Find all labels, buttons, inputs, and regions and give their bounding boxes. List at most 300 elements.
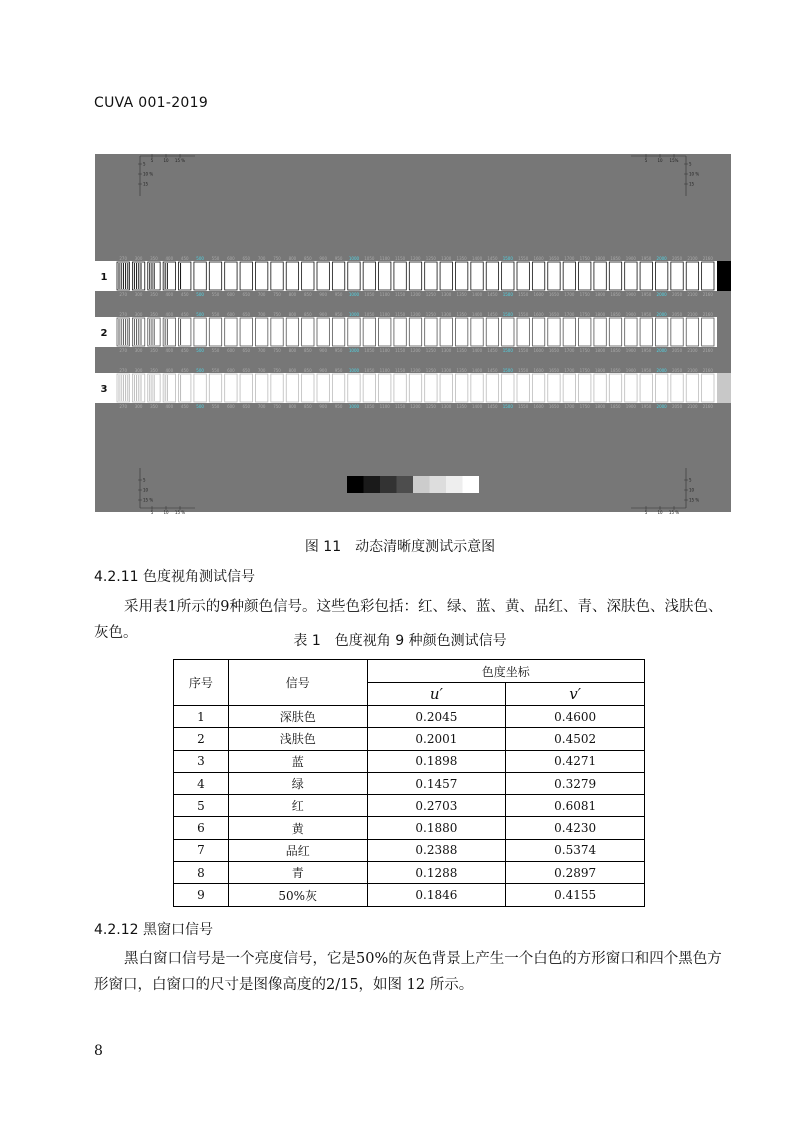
cell-v: 0.4155 (506, 884, 645, 906)
freq-label-top: 700 (257, 312, 266, 317)
freq-label-top: 1450 (487, 312, 498, 317)
header-chroma-coord: 色度坐标 (367, 660, 644, 683)
resolution-patch (502, 318, 514, 346)
freq-label-bottom: 1650 (548, 292, 560, 297)
freq-label-bottom: 900 (319, 404, 328, 409)
table-row (174, 750, 645, 772)
freq-label-top: 550 (211, 256, 220, 261)
freq-label-bottom: 1150 (395, 348, 406, 353)
freq-label-bottom: 800 (288, 292, 297, 297)
freq-label-bottom: 1300 (441, 348, 452, 353)
cell-v: 0.3279 (506, 772, 645, 794)
resolution-patch (517, 374, 529, 402)
cell-seq: 3 (174, 750, 229, 772)
freq-label-top: 2000 (656, 368, 667, 373)
table-row (174, 706, 645, 728)
freq-label-top: 850 (303, 368, 312, 373)
corner-mark-label: 5 (150, 158, 154, 163)
freq-label-bottom: 1800 (595, 404, 606, 409)
freq-label-top: 1900 (625, 368, 636, 373)
table-row (174, 728, 645, 750)
resolution-patch (455, 374, 467, 402)
grayscale-step (364, 476, 381, 493)
freq-label-bottom: 550 (211, 404, 220, 409)
corner-mark-label: 10 (657, 510, 663, 515)
cell-v: 0.4230 (506, 817, 645, 839)
freq-label-bottom: 450 (180, 348, 189, 353)
freq-label-bottom: 1950 (641, 348, 652, 353)
freq-label-bottom: 1350 (456, 404, 467, 409)
resolution-patch (425, 318, 437, 346)
freq-label-top: 1600 (533, 368, 544, 373)
freq-label-bottom: 1600 (533, 404, 544, 409)
freq-label-bottom: 700 (257, 292, 266, 297)
resolution-patch (209, 374, 221, 402)
cell-v: 0.4502 (506, 728, 645, 750)
cell-u: 0.1898 (367, 750, 506, 772)
freq-label-bottom: 600 (227, 348, 235, 353)
freq-label-top: 1550 (518, 256, 529, 261)
corner-mark-label: 5 (143, 477, 146, 483)
resolution-patch (194, 318, 206, 346)
resolution-patch (440, 262, 452, 290)
freq-label-bottom: 300 (134, 292, 143, 297)
grayscale-step (463, 476, 480, 493)
freq-label-bottom: 500 (196, 348, 204, 353)
freq-label-top: 1300 (441, 312, 452, 317)
freq-label-bottom: 2050 (671, 348, 683, 353)
resolution-patch (225, 374, 237, 402)
freq-label-bottom: 1400 (471, 292, 483, 297)
freq-label-top: 1650 (548, 256, 560, 261)
freq-label-bottom: 300 (134, 348, 143, 353)
freq-label-top: 2160 (702, 256, 713, 261)
resolution-patch (348, 318, 360, 346)
freq-label-bottom: 270 (119, 348, 128, 353)
resolution-patch (563, 318, 575, 346)
freq-label-top: 1750 (579, 368, 590, 373)
resolution-patch (502, 374, 514, 402)
freq-label-top: 1350 (456, 312, 467, 317)
freq-label-top: 1900 (625, 256, 636, 261)
freq-label-top: 1800 (595, 368, 606, 373)
resolution-patch (409, 374, 421, 402)
resolution-patch (594, 318, 606, 346)
freq-label-top: 1600 (533, 256, 544, 261)
freq-label-bottom: 750 (273, 292, 281, 297)
freq-label-bottom: 270 (119, 404, 128, 409)
freq-label-bottom: 800 (288, 404, 297, 409)
freq-label-bottom: 1300 (441, 292, 452, 297)
freq-label-top: 2000 (656, 256, 667, 261)
resolution-patch (348, 262, 360, 290)
freq-label-bottom: 1500 (502, 348, 513, 353)
resolution-patch (563, 374, 575, 402)
resolution-patch (317, 318, 329, 346)
freq-label-top: 1700 (564, 312, 575, 317)
resolution-patch (302, 262, 314, 290)
freq-label-top: 700 (257, 256, 266, 261)
freq-label-bottom: 1650 (548, 404, 560, 409)
cell-u: 0.2703 (367, 795, 506, 817)
freq-label-bottom: 400 (165, 292, 174, 297)
freq-label-top: 1250 (425, 312, 436, 317)
freq-label-top: 2050 (671, 312, 683, 317)
freq-label-top: 1500 (502, 312, 513, 317)
freq-label-bottom: 1100 (379, 404, 390, 409)
freq-label-bottom: 1800 (595, 292, 606, 297)
resolution-patch (225, 262, 237, 290)
corner-mark-label: 10 (163, 510, 169, 515)
cell-signal: 黄 (228, 817, 367, 839)
freq-label-bottom: 500 (196, 292, 204, 297)
freq-label-bottom: 1550 (518, 404, 529, 409)
freq-label-bottom: 1550 (518, 348, 529, 353)
resolution-patch (363, 318, 375, 346)
freq-label-bottom: 1700 (564, 292, 575, 297)
corner-mark-label: 10 (163, 158, 169, 163)
cell-u: 0.1846 (367, 884, 506, 906)
freq-label-bottom: 1800 (595, 348, 606, 353)
freq-label-top: 1250 (425, 368, 436, 373)
resolution-patch (625, 318, 637, 346)
cell-signal: 青 (228, 862, 367, 884)
freq-label-bottom: 1450 (487, 292, 498, 297)
cell-seq: 5 (174, 795, 229, 817)
dynamic-resolution-test-figure (95, 154, 731, 515)
resolution-patch (517, 262, 529, 290)
freq-label-top: 2050 (671, 256, 683, 261)
freq-label-top: 950 (334, 312, 343, 317)
freq-label-top: 1750 (579, 312, 590, 317)
freq-label-top: 1700 (564, 256, 575, 261)
resolution-patch (240, 262, 252, 290)
freq-label-top: 1150 (395, 256, 406, 261)
freq-label-bottom: 1400 (471, 348, 483, 353)
freq-label-bottom: 1750 (579, 348, 590, 353)
corner-mark-label: 10 % (689, 171, 700, 177)
freq-label-bottom: 1950 (641, 292, 652, 297)
cell-signal: 蓝 (228, 750, 367, 772)
header-signal: 信号 (228, 660, 367, 706)
freq-label-bottom: 350 (150, 404, 158, 409)
row-label: 3 (100, 384, 108, 395)
freq-label-top: 1650 (548, 368, 560, 373)
corner-mark-label: 15 % (668, 510, 680, 515)
freq-label-top: 2000 (656, 312, 667, 317)
freq-label-top: 2160 (702, 368, 713, 373)
freq-label-bottom: 400 (165, 348, 174, 353)
freq-label-top: 1400 (471, 312, 483, 317)
resolution-patch (609, 262, 621, 290)
freq-label-top: 600 (227, 368, 235, 373)
resolution-patch (271, 262, 283, 290)
freq-label-bottom: 900 (319, 348, 328, 353)
resolution-patch (302, 318, 314, 346)
resolution-patch (625, 374, 637, 402)
freq-label-bottom: 1900 (625, 292, 636, 297)
freq-label-bottom: 1050 (364, 292, 375, 297)
freq-label-bottom: 850 (303, 348, 312, 353)
freq-label-top: 400 (165, 368, 174, 373)
corner-mark-label: 15 % (143, 497, 154, 503)
freq-label-top: 700 (257, 368, 266, 373)
resolution-patch (363, 374, 375, 402)
corner-mark-label: 5 (150, 510, 154, 515)
freq-label-bottom: 2000 (656, 404, 667, 409)
corner-mark-label: 10 (657, 158, 663, 163)
freq-label-bottom: 2160 (702, 404, 713, 409)
corner-mark-label: 5 (143, 161, 146, 167)
freq-label-top: 750 (273, 312, 281, 317)
freq-label-bottom: 1300 (441, 404, 452, 409)
resolution-patch (271, 318, 283, 346)
freq-label-bottom: 1350 (456, 348, 467, 353)
resolution-patch (394, 318, 406, 346)
row-label: 1 (100, 272, 108, 283)
resolution-patch (532, 318, 544, 346)
freq-label-bottom: 1650 (548, 348, 560, 353)
freq-label-top: 1600 (533, 312, 544, 317)
cell-seq: 6 (174, 817, 229, 839)
grayscale-step (430, 476, 447, 493)
freq-label-top: 350 (150, 312, 158, 317)
resolution-patch (640, 262, 652, 290)
freq-label-bottom: 1000 (348, 404, 360, 409)
page-number: 8 (94, 1043, 103, 1059)
resolution-patch (332, 262, 344, 290)
freq-label-top: 270 (119, 368, 128, 373)
resolution-patch (548, 262, 560, 290)
freq-label-top: 500 (196, 256, 204, 261)
resolution-patch (209, 262, 221, 290)
resolution-patch (379, 374, 391, 402)
resolution-patch (548, 318, 560, 346)
freq-label-bottom: 1600 (533, 348, 544, 353)
freq-label-bottom: 1900 (625, 404, 636, 409)
resolution-patch (471, 262, 483, 290)
resolution-patch (640, 374, 652, 402)
freq-label-bottom: 750 (273, 404, 281, 409)
freq-label-top: 1200 (410, 312, 421, 317)
resolution-patch (363, 262, 375, 290)
freq-label-bottom: 2000 (656, 348, 667, 353)
corner-mark-label: 15 % (174, 158, 186, 163)
end-swatch-row-1 (717, 261, 731, 291)
resolution-patch (225, 318, 237, 346)
freq-label-bottom: 900 (319, 292, 328, 297)
freq-label-top: 2100 (687, 368, 698, 373)
table-row (174, 862, 645, 884)
resolution-patch (440, 318, 452, 346)
grayscale-step (397, 476, 414, 493)
table-row (174, 772, 645, 794)
resolution-patch (702, 262, 714, 290)
freq-label-top: 450 (180, 368, 189, 373)
freq-label-top: 1050 (364, 368, 375, 373)
freq-label-top: 300 (134, 368, 143, 373)
cell-u: 0.1288 (367, 862, 506, 884)
cell-u: 0.1880 (367, 817, 506, 839)
table-header-row (174, 660, 645, 683)
freq-label-bottom: 1200 (410, 292, 421, 297)
resolution-patch (286, 262, 298, 290)
freq-label-bottom: 700 (257, 348, 266, 353)
freq-label-bottom: 2160 (702, 348, 713, 353)
freq-label-top: 2050 (671, 368, 683, 373)
resolution-patch (671, 318, 683, 346)
freq-label-top: 900 (319, 256, 328, 261)
resolution-patch (302, 374, 314, 402)
freq-label-bottom: 2160 (702, 292, 713, 297)
freq-label-bottom: 450 (180, 292, 189, 297)
resolution-patch (625, 262, 637, 290)
freq-label-bottom: 1050 (364, 348, 375, 353)
cell-v: 0.2897 (506, 862, 645, 884)
freq-label-bottom: 2000 (656, 292, 667, 297)
resolution-patch (271, 374, 283, 402)
resolution-patch (702, 374, 714, 402)
freq-label-bottom: 600 (227, 292, 235, 297)
resolution-patch (425, 374, 437, 402)
freq-label-top: 400 (165, 256, 174, 261)
freq-label-top: 270 (119, 256, 128, 261)
resolution-patch (671, 262, 683, 290)
resolution-patch (486, 318, 498, 346)
freq-label-top: 1800 (595, 256, 606, 261)
freq-label-top: 1550 (518, 312, 529, 317)
cell-v: 0.6081 (506, 795, 645, 817)
freq-label-bottom: 2100 (687, 292, 698, 297)
end-swatch-row-2 (717, 317, 731, 347)
freq-label-bottom: 650 (242, 348, 251, 353)
resolution-patch (609, 374, 621, 402)
freq-label-bottom: 1250 (425, 404, 436, 409)
corner-mark-label: 5 (644, 158, 648, 163)
row-label: 2 (100, 328, 108, 339)
freq-label-top: 1450 (487, 368, 498, 373)
corner-mark-label: 5 (689, 477, 692, 483)
resolution-patch (486, 262, 498, 290)
freq-label-bottom: 1900 (625, 348, 636, 353)
resolution-patch (471, 318, 483, 346)
freq-label-top: 1850 (610, 312, 621, 317)
section-4-2-11-paragraph: 采用表1所示的9种颜色信号。这些色彩包括：红、绿、蓝、黄、品红、青、深肤色、浅肤色、灰色。 (94, 599, 723, 641)
cell-signal: 红 (228, 795, 367, 817)
freq-label-top: 450 (180, 312, 189, 317)
freq-label-bottom: 1550 (518, 292, 529, 297)
freq-label-top: 950 (334, 368, 343, 373)
corner-mark-label: 5 (689, 161, 692, 167)
freq-label-bottom: 950 (334, 404, 343, 409)
freq-label-bottom: 500 (196, 404, 204, 409)
freq-label-top: 550 (211, 312, 220, 317)
freq-label-top: 850 (303, 256, 312, 261)
freq-label-top: 1100 (379, 312, 390, 317)
freq-label-top: 650 (242, 312, 251, 317)
freq-label-top: 1500 (502, 368, 513, 373)
freq-label-top: 1000 (348, 368, 360, 373)
freq-label-top: 1500 (502, 256, 513, 261)
freq-label-top: 1300 (441, 368, 452, 373)
freq-label-top: 1050 (364, 312, 375, 317)
freq-label-bottom: 1850 (610, 348, 621, 353)
freq-label-bottom: 1000 (348, 348, 360, 353)
resolution-patch (394, 374, 406, 402)
cell-seq: 7 (174, 839, 229, 861)
freq-label-bottom: 300 (134, 404, 143, 409)
end-swatch-row-3 (717, 373, 731, 403)
resolution-patch (655, 374, 667, 402)
freq-label-top: 500 (196, 312, 204, 317)
freq-label-bottom: 1200 (410, 404, 421, 409)
corner-mark-label: 10 (689, 487, 695, 493)
freq-label-top: 550 (211, 368, 220, 373)
freq-label-bottom: 1350 (456, 292, 467, 297)
cell-signal: 绿 (228, 772, 367, 794)
freq-label-bottom: 1450 (487, 404, 498, 409)
resolution-patch (286, 374, 298, 402)
resolution-patch (640, 318, 652, 346)
resolution-patch (686, 262, 698, 290)
resolution-patch (194, 374, 206, 402)
freq-label-bottom: 350 (150, 292, 158, 297)
cell-signal: 浅肤色 (228, 728, 367, 750)
resolution-patch (486, 374, 498, 402)
corner-mark-label: 15% (669, 158, 679, 163)
freq-label-top: 850 (303, 312, 312, 317)
freq-label-top: 270 (119, 312, 128, 317)
table-1-title: 表 1 色度视角 9 种颜色测试信号 (293, 633, 507, 649)
resolution-patch (409, 262, 421, 290)
resolution-patch (579, 318, 591, 346)
freq-label-bottom: 1150 (395, 404, 406, 409)
grayscale-step (347, 476, 364, 493)
freq-label-top: 300 (134, 312, 143, 317)
freq-label-bottom: 1700 (564, 404, 575, 409)
header-u-prime: u′ (367, 683, 506, 706)
table-row (174, 884, 645, 906)
resolution-patch (317, 262, 329, 290)
cell-seq: 4 (174, 772, 229, 794)
freq-label-bottom: 1450 (487, 348, 498, 353)
freq-label-top: 650 (242, 368, 251, 373)
cell-v: 0.4271 (506, 750, 645, 772)
freq-label-bottom: 1500 (502, 404, 513, 409)
freq-label-bottom: 270 (119, 292, 128, 297)
freq-label-top: 1200 (410, 256, 421, 261)
freq-label-bottom: 650 (242, 404, 251, 409)
freq-label-top: 1150 (395, 312, 406, 317)
freq-label-bottom: 950 (334, 348, 343, 353)
resolution-patch (240, 374, 252, 402)
freq-label-bottom: 600 (227, 404, 235, 409)
freq-label-bottom: 350 (150, 348, 158, 353)
cell-u: 0.2388 (367, 839, 506, 861)
freq-label-top: 1250 (425, 256, 436, 261)
freq-label-bottom: 700 (257, 404, 266, 409)
resolution-patch (455, 318, 467, 346)
freq-label-top: 1350 (456, 256, 467, 261)
freq-label-top: 650 (242, 256, 251, 261)
section-4-2-12-heading: 4.2.12 黑窗口信号 (94, 922, 213, 938)
freq-label-top: 350 (150, 256, 158, 261)
freq-label-top: 950 (334, 256, 343, 261)
freq-label-top: 350 (150, 368, 158, 373)
freq-label-top: 800 (288, 368, 297, 373)
freq-label-bottom: 1400 (471, 404, 483, 409)
freq-label-bottom: 1250 (425, 348, 436, 353)
